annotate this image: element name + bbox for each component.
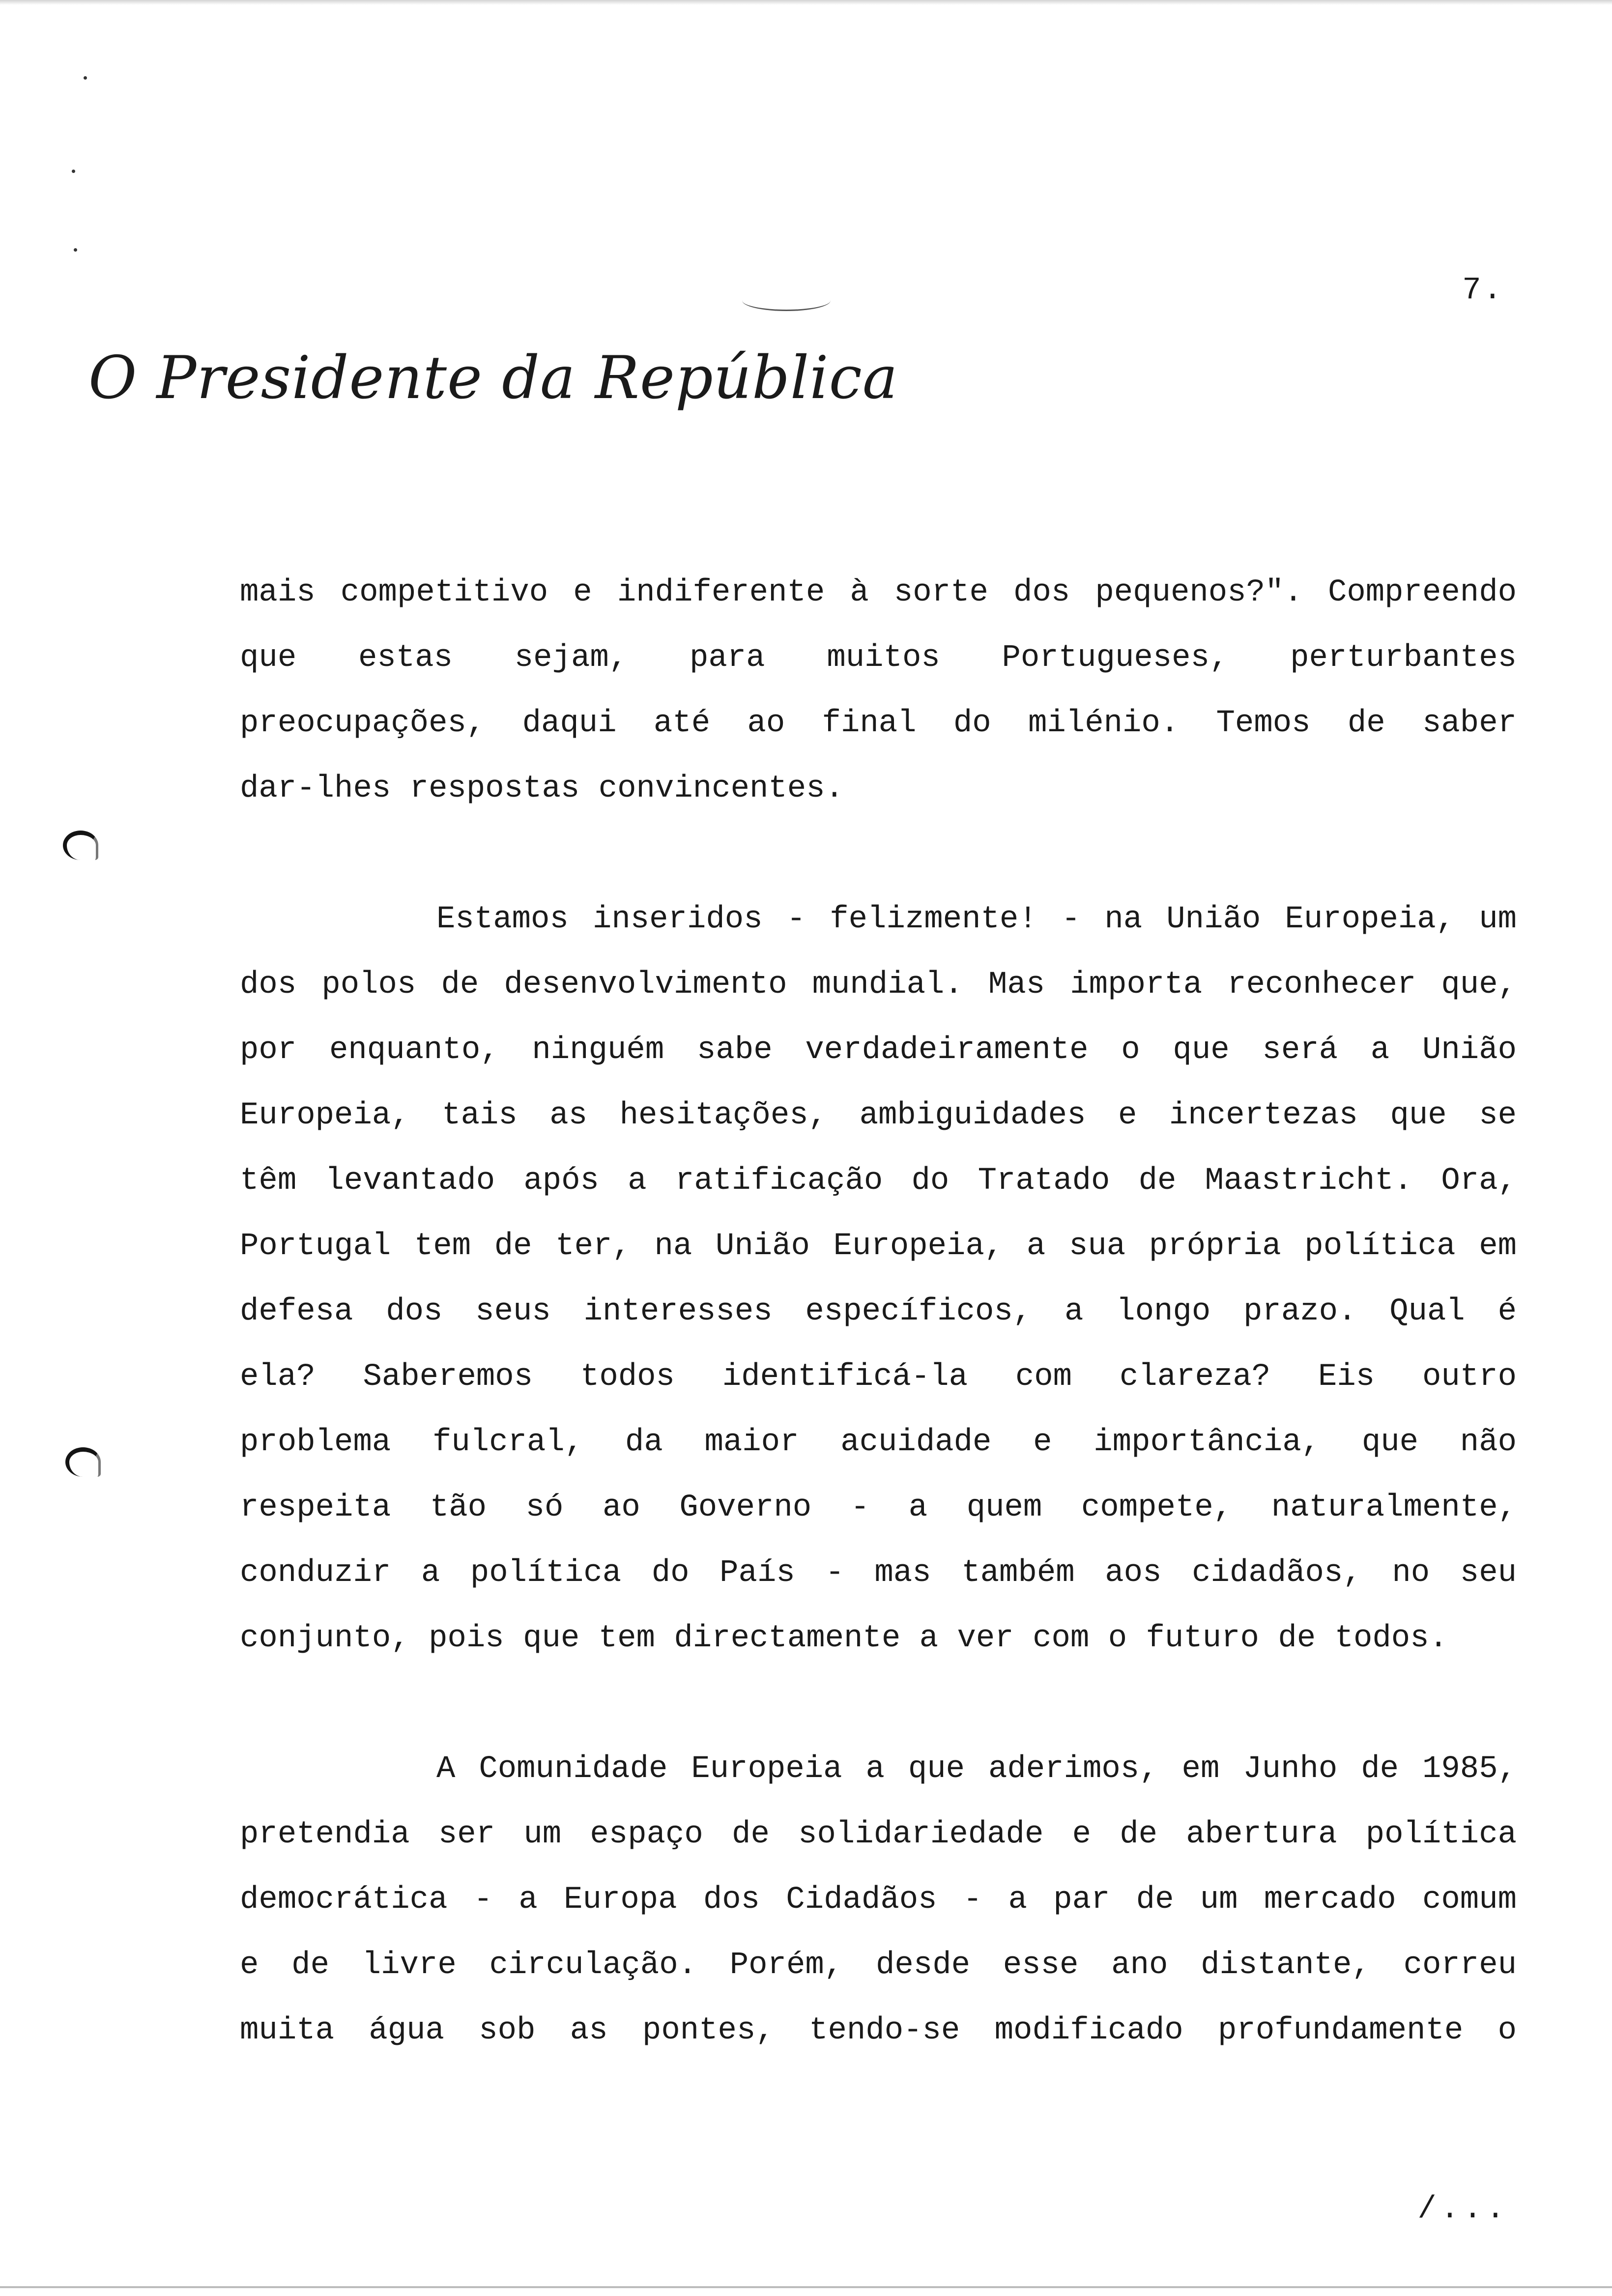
faint-stamp-mark bbox=[742, 290, 831, 311]
text-line: têm levantado após a ratificação do Tratado de Maastricht. Ora, bbox=[240, 1163, 1517, 1199]
text-line: Estamos inseridos - felizmente! - na União Europeia, um bbox=[436, 902, 1517, 937]
text-line: A Comunidade Europeia a que aderimos, em Junho de 1985, bbox=[436, 1751, 1517, 1787]
text-line: ela? Saberemos todos identificá-la com clareza? Eis outro bbox=[240, 1359, 1517, 1395]
text-line: problema fulcral, da maior acuidade e importância, que não bbox=[240, 1425, 1517, 1460]
text-line: conjunto, pois que tem directamente a ver com o futuro de todos. bbox=[240, 1621, 1448, 1656]
punch-hole bbox=[65, 1447, 101, 1477]
scan-bottom-edge bbox=[0, 2286, 1612, 2288]
text-line: preocupações, daqui até ao final do milénio. Temos de saber bbox=[240, 706, 1517, 741]
paragraph-gap bbox=[240, 1671, 1517, 1737]
paragraph bbox=[240, 560, 1517, 822]
text-line: respeita tão só ao Governo - a quem compete, naturalmente, bbox=[240, 1490, 1517, 1525]
margin-speck bbox=[74, 248, 77, 252]
text-line: democrática - a Europa dos Cidadãos - a par de um mercado comum bbox=[240, 1882, 1517, 1918]
letterhead: O Presidente da República bbox=[88, 344, 898, 412]
margin-speck bbox=[84, 76, 87, 80]
text-line: por enquanto, ninguém sabe verdadeiramente o que será a União bbox=[240, 1033, 1517, 1068]
text-line: muita água sob as pontes, tendo-se modificado profundamente o bbox=[240, 2013, 1517, 2048]
text-line: dos polos de desenvolvimento mundial. Mas importa reconhecer que, bbox=[240, 967, 1517, 1003]
margin-speck bbox=[72, 170, 75, 173]
text-line: conduzir a política do País - mas também aos cidadãos, no seu bbox=[240, 1555, 1517, 1591]
scan-top-edge bbox=[0, 0, 1612, 5]
paragraph bbox=[240, 1737, 1517, 2064]
page-number: 7. bbox=[1462, 273, 1504, 308]
text-line: e de livre circulação. Porém, desde esse ano distante, correu bbox=[240, 1948, 1517, 1983]
paragraph bbox=[240, 887, 1517, 1671]
body-text bbox=[240, 560, 1517, 2064]
text-line: Portugal tem de ter, na União Europeia, a sua própria política em bbox=[240, 1229, 1517, 1264]
text-line: Europeia, tais as hesitações, ambiguidades e incertezas que se bbox=[240, 1098, 1517, 1133]
paragraph-gap bbox=[240, 822, 1517, 887]
text-line: pretendia ser um espaço de solidariedade e de abertura política bbox=[240, 1817, 1517, 1852]
punch-hole bbox=[63, 831, 98, 860]
continuation-mark: /... bbox=[1417, 2192, 1509, 2227]
text-line: mais competitivo e indiferente à sorte dos pequenos?". Compreendo bbox=[240, 575, 1517, 610]
text-line: dar-lhes respostas convincentes. bbox=[240, 771, 844, 806]
text-line: defesa dos seus interesses específicos, a longo prazo. Qual é bbox=[240, 1294, 1517, 1329]
text-line: que estas sejam, para muitos Portugueses, perturbantes bbox=[240, 640, 1517, 676]
